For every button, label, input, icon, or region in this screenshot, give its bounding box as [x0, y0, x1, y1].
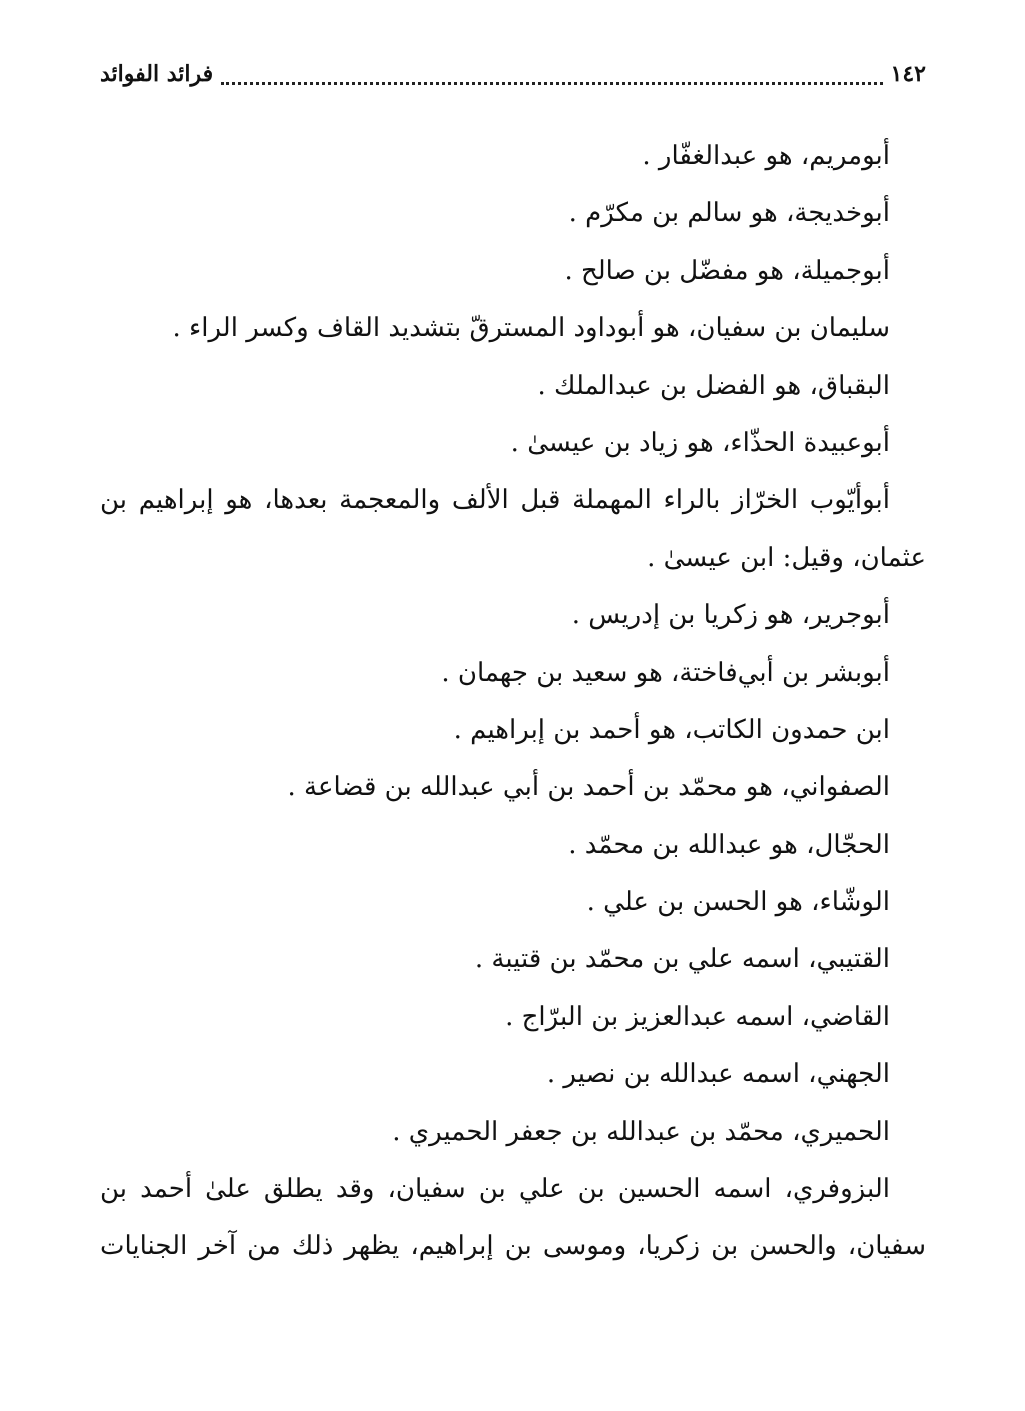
- book-title: فرائد الفوائد: [100, 61, 214, 87]
- text-line: البزوفري، اسمه الحسين بن علي بن سفيان، وقد يطلق علىٰ أحمد بن: [100, 1174, 890, 1205]
- text-line: البقباق، هو الفضل بن عبدالملك .: [537, 370, 890, 401]
- text-line: أبوبشر بن أبي‌فاختة، هو سعيد بن جهمان .: [441, 657, 890, 688]
- text-line: القاضي، اسمه عبدالعزيز بن البرّاج .: [505, 1001, 890, 1032]
- text-line: أبومريم، هو عبدالغفّار .: [642, 141, 890, 171]
- text-line: القتيبي، اسمه علي بن محمّد بن قتيبة .: [474, 944, 890, 975]
- text-line: سليمان بن سفيان، هو أبوداود المسترقّ بتشديد القاف وكسر الراء .: [172, 313, 890, 344]
- text-line: أبوجميلة، هو مفضّل بن صالح .: [564, 255, 890, 286]
- page-number: ١٤٢: [890, 61, 926, 87]
- text-line: أبوأيّوب الخرّاز بالراء المهملة قبل الألف والمعجمة بعدها، هو إبراهيم بن: [100, 485, 890, 516]
- text-line: أبوخديجة، هو سالم بن مكرّم .: [568, 198, 890, 229]
- text-line: أبوعبيدة الحذّاء، هو زياد بن عيسىٰ .: [510, 427, 890, 458]
- page-body: [100, 128, 926, 1276]
- text-line: الجهني، اسمه عبدالله بن نصير .: [546, 1059, 890, 1090]
- text-line: الحجّال، هو عبدالله بن محمّد .: [568, 829, 890, 860]
- text-line: الوشّاء، هو الحسن بن علي .: [586, 887, 890, 918]
- text-line: الحميري، محمّد بن عبدالله بن جعفر الحميري .: [392, 1116, 890, 1147]
- text-line: ابن حمدون الكاتب، هو أحمد بن إبراهيم .: [453, 714, 890, 745]
- text-line: سفيان، والحسن بن زكريا، وموسى بن إبراهيم، يظهر ذلك من آخر الجنايات: [100, 1231, 926, 1262]
- running-header: [100, 54, 926, 94]
- header-dot-leader: [221, 76, 882, 85]
- text-line: عثمان، وقيل: ابن عيسىٰ .: [647, 542, 926, 573]
- text-line: الصفواني، هو محمّد بن أحمد بن أبي عبدالله بن قضاعة .: [287, 772, 890, 803]
- text-line: أبوجرير، هو زكريا بن إدريس .: [571, 600, 890, 631]
